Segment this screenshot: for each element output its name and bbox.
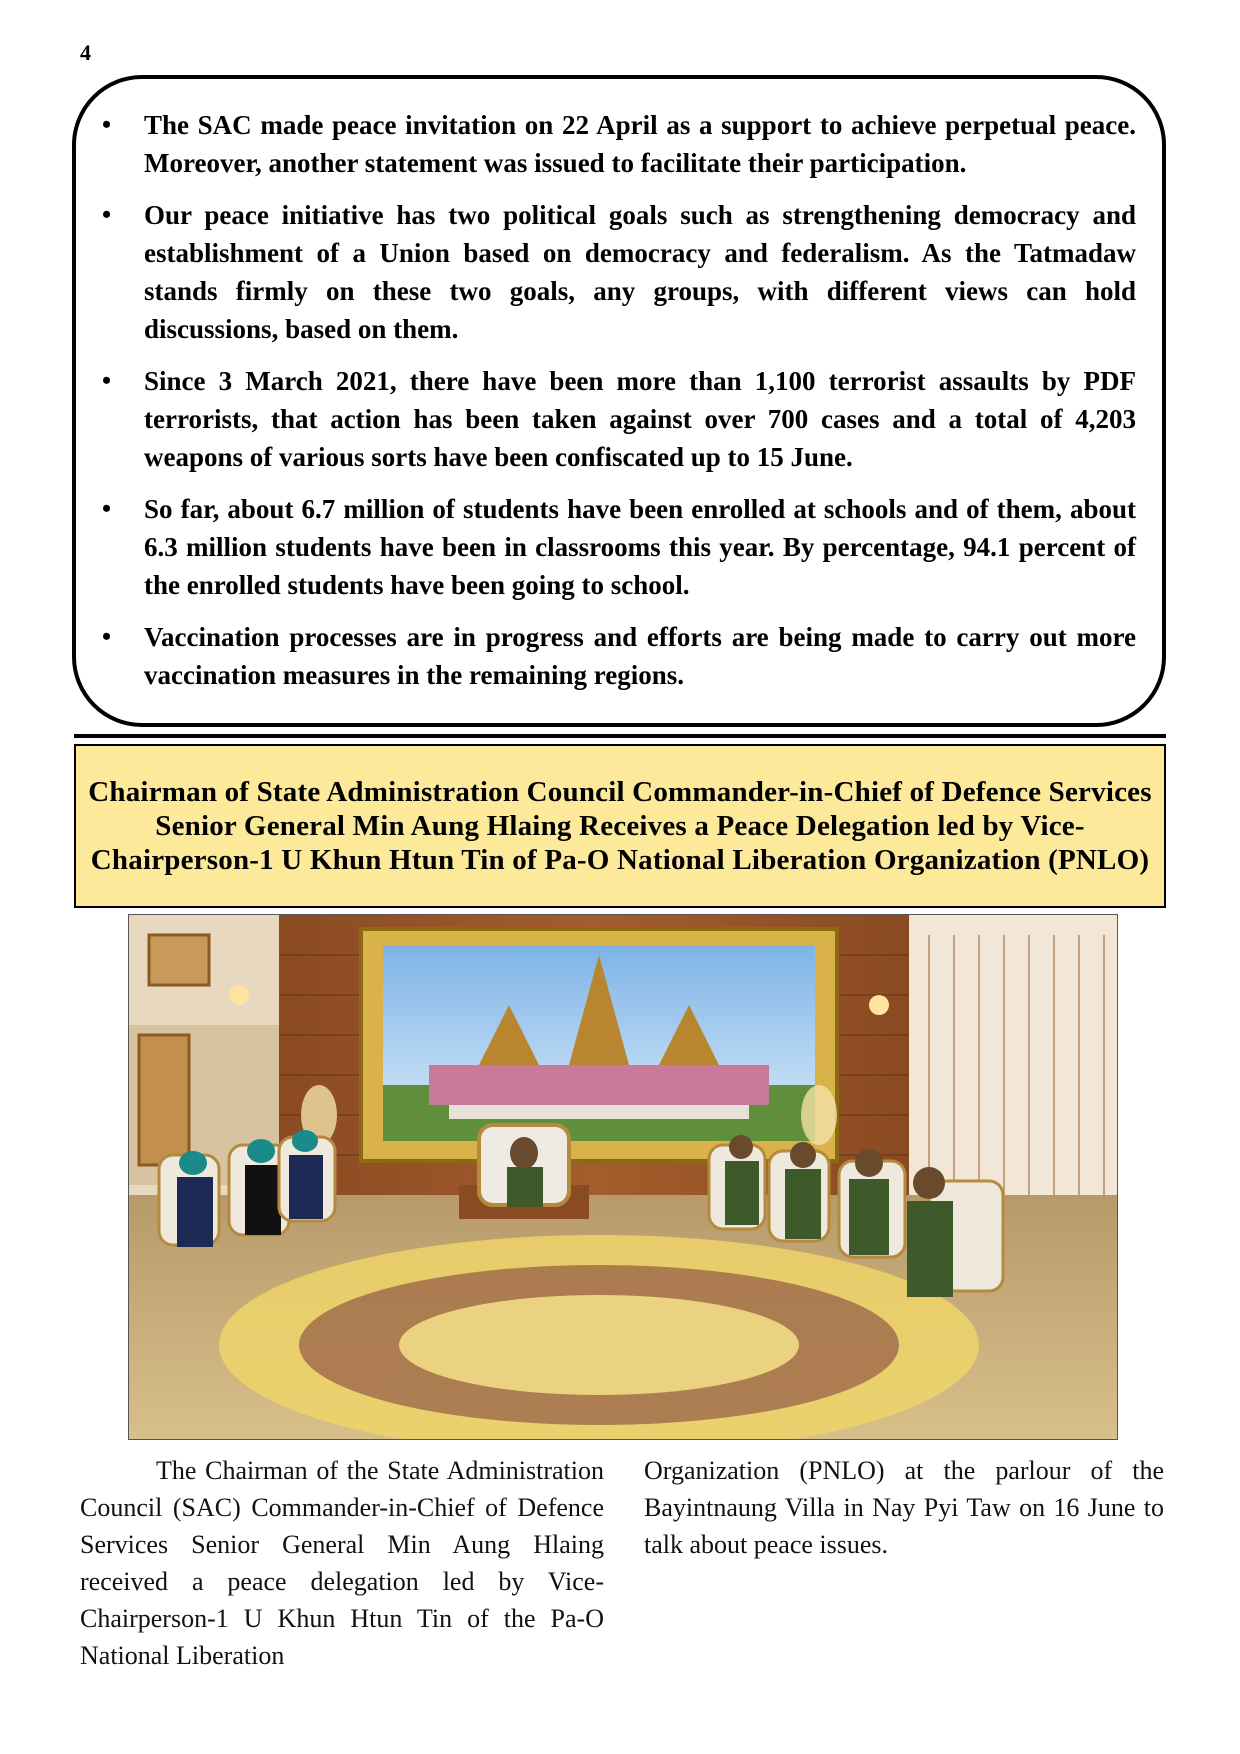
section-divider — [74, 734, 1166, 738]
summary-item — [100, 106, 1136, 182]
summary-item — [100, 362, 1136, 476]
article-text-left: The Chairman of the State Administration Council (SAC) Commander-in-Chief of Defence Services Senior General Min Aung Hlaing received a peace delegation led by Vice-Chairperson-1 U Khun Htun Tin of the Pa-O National Liberation — [80, 1456, 604, 1670]
summary-item — [100, 618, 1136, 694]
meeting-photo-illustration — [129, 915, 1118, 1440]
bullet-icon: • — [102, 200, 112, 229]
page-number: 4 — [80, 40, 91, 65]
bullet-icon: • — [102, 366, 112, 395]
summary-item-text: Our peace initiative has two political goals such as strengthening democracy and establishment of a Union based on democracy and federalism. As the Tatmadaw stands firmly on these two goals, any groups, with different views can hold discussions, based on them. — [144, 200, 1136, 344]
headline-box — [74, 744, 1166, 908]
summary-item-text: The SAC made peace invitation on 22 April as a support to achieve perpetual peace. Moreover, another statement was issued to facilitate their participation. — [144, 110, 1136, 178]
summary-item-text: Since 3 March 2021, there have been more than 1,100 terrorist assaults by PDF terrorists, that action has been taken against over 700 cases and a total of 4,203 weapons of various sorts have been confiscated up to 15 June. — [144, 366, 1136, 472]
summary-item-text: So far, about 6.7 million of students have been enrolled at schools and of them, about 6.3 million students have been in classrooms this year. By percentage, 94.1 percent of the enrolled students have been going to school. — [144, 494, 1136, 600]
bullet-icon: • — [102, 110, 112, 139]
summary-list — [100, 106, 1136, 708]
bullet-icon: • — [102, 494, 112, 523]
summary-item-text: Vaccination processes are in progress and efforts are being made to carry out more vaccination measures in the remaining regions. — [144, 622, 1136, 690]
article-text-right: Organization (PNLO) at the parlour of the Bayintnaung Villa in Nay Pyi Taw on 16 June to talk about peace issues. — [644, 1456, 1164, 1559]
headline: Chairman of State Administration Council Commander-in-Chief of Defence Services Senior General Min Aung Hlaing Receives a Peace Delegation led by Vice-Chairperson-1 U Khun Htun Tin of Pa-O National Liberation Organization (PNLO) — [88, 776, 1152, 876]
meeting-photo — [128, 914, 1118, 1440]
summary-item — [100, 196, 1136, 348]
bullet-icon: • — [102, 622, 112, 651]
summary-item — [100, 490, 1136, 604]
